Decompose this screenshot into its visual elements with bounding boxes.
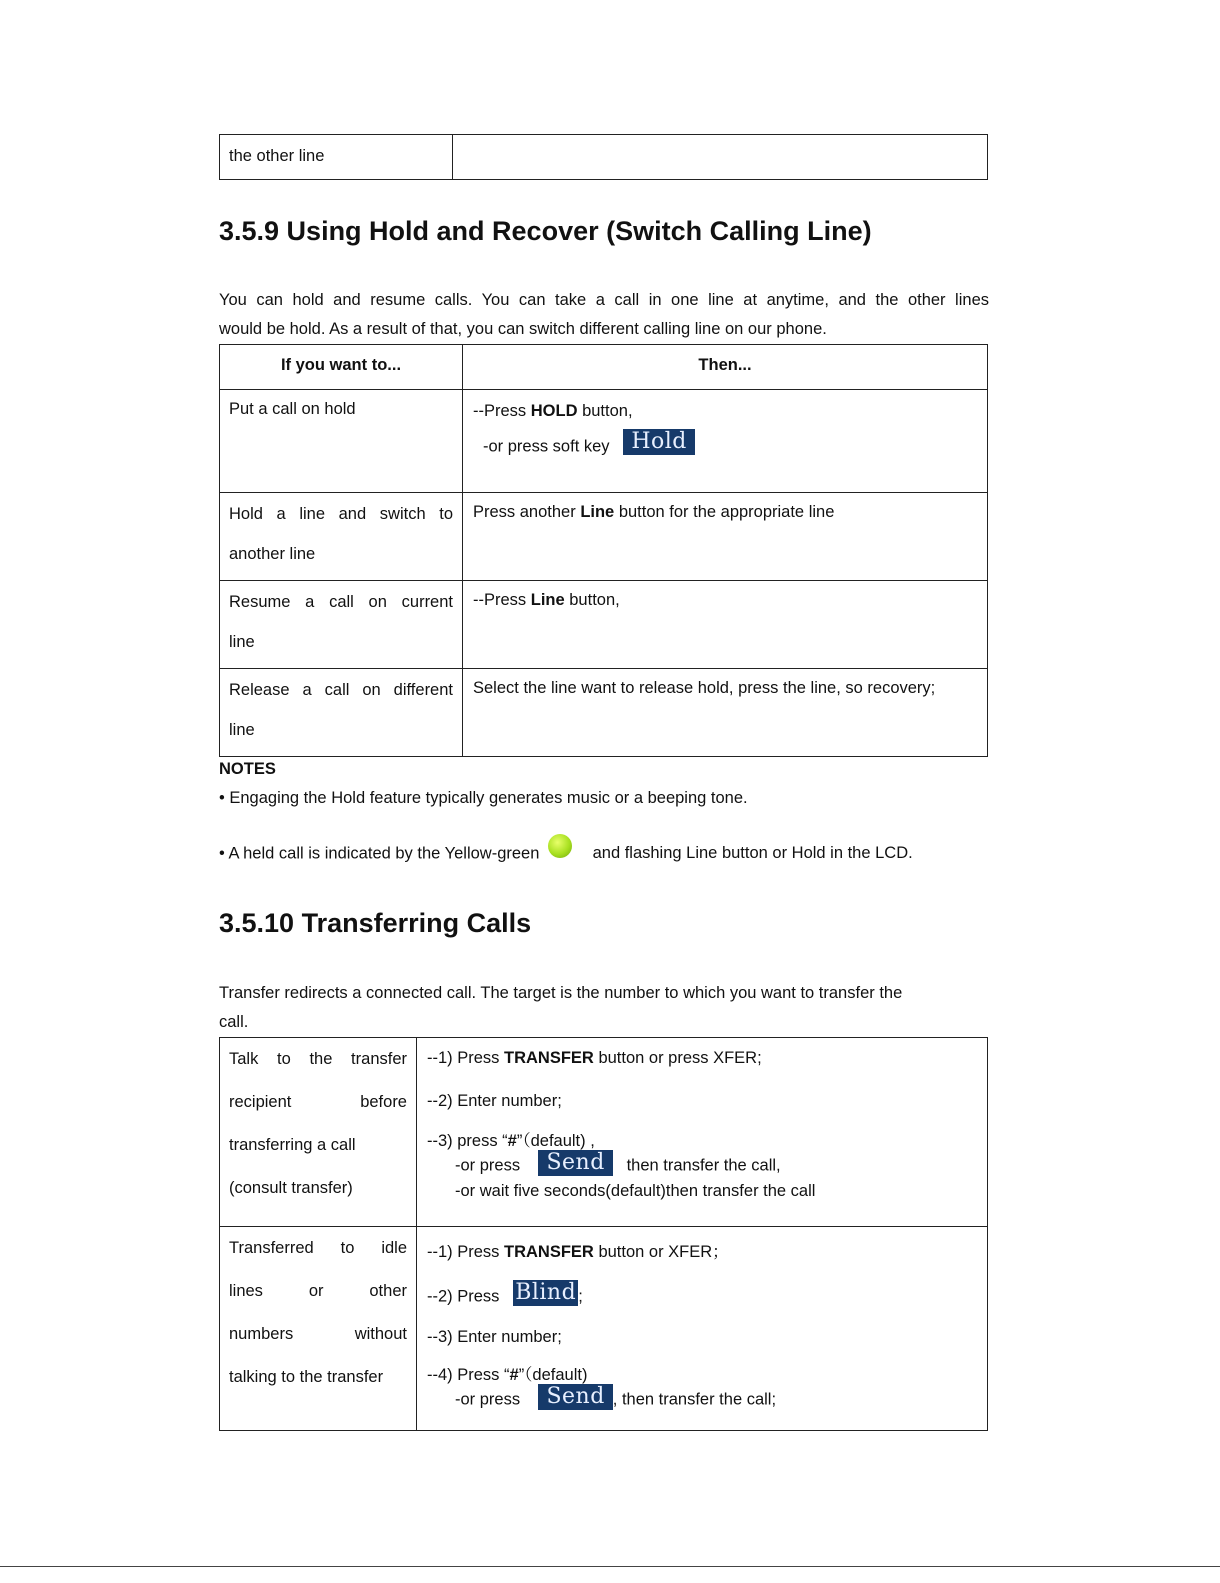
continued-cell-left	[220, 135, 453, 180]
hash-key-name: #	[507, 1132, 517, 1150]
yellow-green-led-icon	[548, 834, 572, 858]
row-label-line: Release a call on different	[229, 681, 453, 699]
step-text: , then transfer the call;	[612, 1390, 777, 1409]
note-text: and flashing Line button or Hold in the LCD.	[592, 844, 913, 863]
table-row	[220, 390, 988, 493]
row-release-label	[220, 669, 463, 757]
row-label-line: talking to the transfer	[229, 1368, 384, 1386]
row-label-line: Transferred to idle	[229, 1239, 407, 1257]
step-text: -or press	[455, 1390, 521, 1409]
hold-intro-line2: would be hold. As a result of that, you can switch different calling line on our phone.	[219, 320, 827, 338]
transfer-intro-line1: Transfer redirects a connected call. The target is the number to which you want to transfer the	[219, 984, 903, 1002]
row-label-line: Resume a call on current	[229, 593, 453, 611]
send-softkey-icon: Send	[538, 1384, 612, 1410]
step-text: --3) Enter number;	[427, 1328, 562, 1346]
row-label-line: Talk to the transfer	[229, 1050, 407, 1068]
note-text: • A held call is indicated by the Yellow-green	[219, 844, 540, 863]
hold-table	[219, 344, 988, 757]
row-label-line: recipient before	[229, 1093, 407, 1111]
section-heading-transfer: 3.5.10 Transferring Calls	[219, 908, 532, 938]
row-resume-action	[463, 581, 988, 669]
hold-softkey-icon: Hold	[623, 429, 695, 455]
step-text: --3) press “	[427, 1132, 508, 1150]
note-hold-tone: • Engaging the Hold feature typically generates music or a beeping tone.	[219, 789, 748, 807]
table-row	[220, 1038, 988, 1227]
table-row	[220, 581, 988, 669]
row-hold-switch-action	[463, 493, 988, 581]
step-text: --2) Press	[427, 1287, 500, 1306]
hash-key-name: #	[509, 1366, 519, 1384]
table-row	[220, 669, 988, 757]
section-heading-hold: 3.5.9 Using Hold and Recover (Switch Calling Line)	[219, 216, 872, 246]
note-held-indicator	[219, 842, 913, 866]
line-button-name: Line	[580, 503, 615, 521]
continued-cell-right	[453, 135, 988, 180]
step-text: --1) Press	[427, 1049, 505, 1067]
step-text: button or XFER；	[593, 1243, 729, 1261]
table-row	[220, 493, 988, 581]
row-blind-transfer-steps	[417, 1227, 988, 1431]
notes-title: NOTES	[219, 760, 276, 778]
action-text: button,	[564, 591, 620, 609]
blind-softkey-icon: Blind	[515, 1280, 577, 1305]
action-text: Press another	[473, 503, 581, 521]
row-label-line: Hold a line and switch to	[229, 505, 453, 523]
action-text: --Press	[473, 591, 531, 609]
hold-button-name: HOLD	[530, 402, 578, 420]
row-label-line: (consult transfer)	[229, 1179, 353, 1197]
row-put-on-hold-action	[463, 390, 988, 493]
page-bottom-rule	[0, 1566, 1220, 1567]
step-text: --4) Press “	[427, 1366, 510, 1384]
transfer-intro-line2: call.	[219, 1013, 249, 1031]
continued-table	[219, 134, 988, 180]
row-label-line: transferring a call	[229, 1136, 356, 1154]
step-text: then transfer the call,	[626, 1156, 781, 1175]
transfer-table	[219, 1037, 988, 1431]
row-label-line: another line	[229, 545, 316, 563]
transfer-button-name: TRANSFER	[504, 1243, 594, 1261]
row-put-on-hold-label	[220, 390, 463, 493]
row-resume-label	[220, 581, 463, 669]
step-text: -or wait five seconds(default)then transfer the call	[455, 1182, 816, 1200]
row-label-text: Put a call on hold	[229, 400, 356, 418]
step-text: -or press	[455, 1156, 521, 1175]
action-text: button for the appropriate line	[614, 503, 835, 521]
row-label-line: line	[229, 721, 255, 739]
table-header-row	[220, 345, 988, 390]
hold-intro-line1: You can hold and resume calls. You can take a call in one line at anytime, and the other lines	[219, 291, 989, 309]
action-text: --Press	[473, 402, 531, 420]
header-if-you-want: If you want to...	[220, 345, 463, 390]
step-text: --1) Press	[427, 1243, 505, 1261]
row-label-line: line	[229, 633, 255, 651]
step-text: --2) Enter number;	[427, 1092, 562, 1110]
row-label-line: numbers without	[229, 1325, 407, 1343]
row-blind-transfer-label	[220, 1227, 417, 1431]
action-text: -or press soft key	[483, 437, 610, 456]
action-text: button,	[577, 402, 633, 420]
row-release-action: Select the line want to release hold, press the line, so recovery;	[463, 669, 988, 757]
line-button-name: Line	[530, 591, 565, 609]
send-softkey-icon: Send	[538, 1150, 612, 1176]
row-label-line: lines or other	[229, 1282, 407, 1300]
transfer-button-name: TRANSFER	[504, 1049, 594, 1067]
step-text: ”（default)	[518, 1366, 588, 1384]
step-text: button or press XFER;	[593, 1049, 762, 1067]
row-consult-transfer-steps	[417, 1038, 988, 1227]
row-hold-switch-label	[220, 493, 463, 581]
step-text: ;	[578, 1287, 583, 1306]
step-text: ”（default) ,	[516, 1132, 595, 1150]
continued-cell-text: the other line	[229, 147, 325, 165]
row-consult-transfer-label	[220, 1038, 417, 1227]
table-row	[220, 1227, 988, 1431]
header-then: Then...	[463, 345, 988, 390]
